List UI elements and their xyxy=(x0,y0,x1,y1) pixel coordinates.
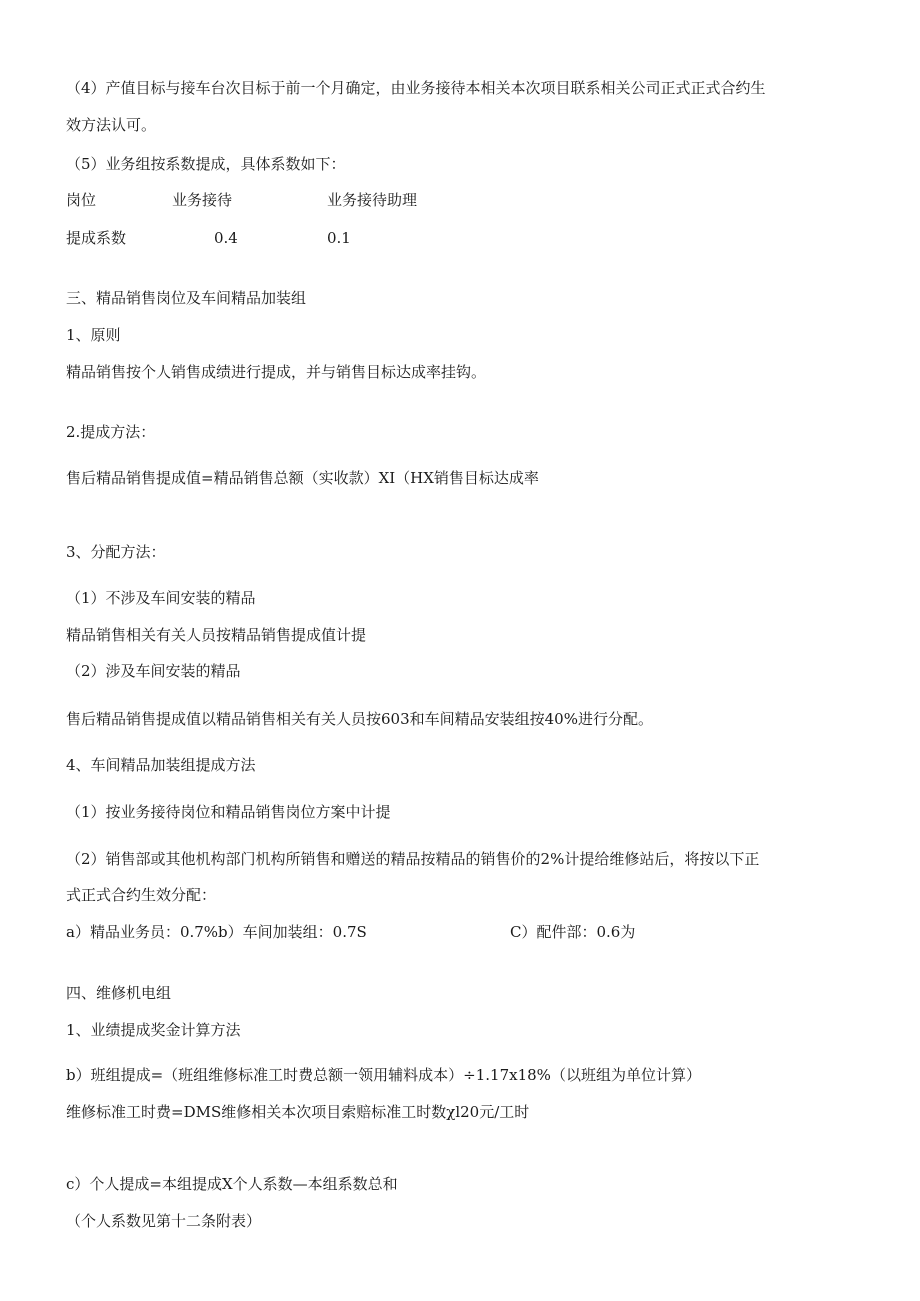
section-3-principle-heading: 1、原则 xyxy=(66,326,121,344)
section-3-principle-text: 精品销售按个人销售成绩进行提成，并与销售目标达成率挂钩。 xyxy=(66,363,487,381)
allocation-c: C）配件部：0.6为 xyxy=(510,923,636,941)
method-item-1: （1）按业务接待岗位和精品销售岗位方案中计提 xyxy=(66,803,391,821)
section-4b-heading: 四、维修机电组 xyxy=(66,984,172,1002)
table-header-assistant: 业务接待助理 xyxy=(327,191,418,209)
method-item-2-line-2: 式正式合约生效分配： xyxy=(66,886,217,904)
table-row-label: 提成系数 xyxy=(66,229,127,247)
section-3-method-heading: 2.提成方法： xyxy=(66,423,156,441)
section-3-heading: 三、精品销售岗位及车间精品加装组 xyxy=(66,289,307,307)
distribution-item-1-text: 精品销售相关有关人员按精品销售提成值计提 xyxy=(66,626,367,644)
distribution-item-2-text: 售后精品销售提成值以精品销售相关有关人员按603和车间精品安装组按40%进行分配。 xyxy=(66,710,653,728)
distribution-item-1: （1）不涉及车间安装的精品 xyxy=(66,589,256,607)
para-4-line-2: 效方法认可。 xyxy=(66,116,157,134)
table-header-reception: 业务接待 xyxy=(172,191,233,209)
para-4-line-1: （4）产值目标与接车台次目标于前一个月确定，由业务接待本相关本次项目联系相关公司正式正式合约生 xyxy=(66,79,766,97)
bonus-method-heading: 1、业绩提成奖金计算方法 xyxy=(66,1021,241,1039)
table-header-position: 岗位 xyxy=(66,191,97,209)
allocation-ab: a）精品业务员：0.7%b）车间加装组：0.7S xyxy=(66,923,367,941)
personal-commission-formula: c）个人提成=本组提成X个人系数—本组系数总和 xyxy=(66,1175,398,1193)
team-commission-formula: b）班组提成=（班组维修标准工时费总额一领用辅料成本）÷1.17x18%（以班组为单位计算） xyxy=(66,1066,701,1084)
section-4-heading: 4、车间精品加装组提成方法 xyxy=(66,756,256,774)
section-3-distribution-heading: 3、分配方法： xyxy=(66,543,166,561)
distribution-item-2: （2）涉及车间安装的精品 xyxy=(66,662,241,680)
labor-fee-formula: 维修标准工时费=DMS维修相关本次项目索赔标准工时数χl20元/工时 xyxy=(66,1103,530,1121)
section-3-method-formula: 售后精品销售提成值=精品销售总额（实收款）XI（HX销售目标达成率 xyxy=(66,469,539,487)
table-value-reception: 0.4 xyxy=(214,229,238,247)
para-5: （5）业务组按系数提成，具体系数如下： xyxy=(66,155,346,173)
method-item-2-line-1: （2）销售部或其他机构部门机构所销售和赠送的精品按精品的销售价的2%计提给维修站后，将按以下正 xyxy=(66,850,760,868)
table-value-assistant: 0.1 xyxy=(327,229,351,247)
personal-coefficient-note: （个人系数见第十二条附表） xyxy=(66,1212,262,1230)
